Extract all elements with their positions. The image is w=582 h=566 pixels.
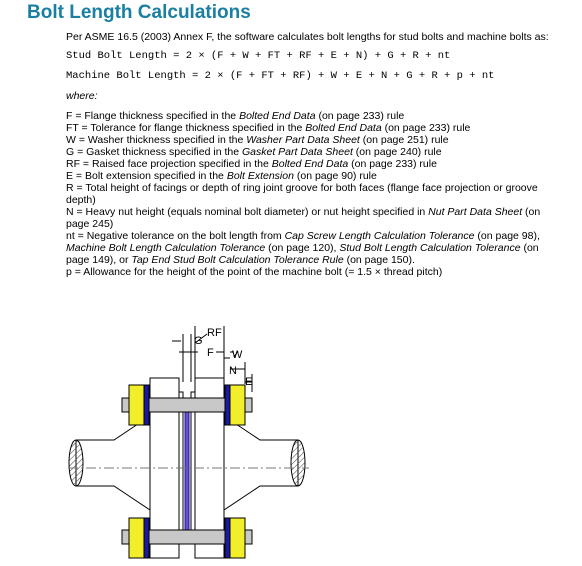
washer-left [144,518,149,558]
reference-link[interactable]: Nut Part Data Sheet [428,206,523,218]
left-pipe [69,416,150,510]
nut-left [129,385,144,425]
right-pipe [224,416,305,510]
reference-link[interactable]: Gasket Part Data Sheet [241,146,353,158]
definition-item: N = Heavy nut height (equals nominal bolt diameter) or nut height specified in Nut Part Data Sheet (on page 245) [66,206,541,230]
nut-right [230,518,245,558]
reference-link[interactable]: Machine Bolt Length Calculation Tolerance [66,242,266,254]
reference-link[interactable]: Bolted End Data [305,122,382,134]
definition-item: FT = Tolerance for flange thickness specified in the Bolted End Data (on page 233) rule [66,122,471,134]
definition-item: R = Total height of facings or depth of ring joint groove for both faces (flange face projection or groove depth) [66,182,538,206]
washer-right [225,518,230,558]
washer-left [144,385,149,425]
intro-text: Per ASME 16.5 (2003) Annex F, the software calculates bolt lengths for stud bolts and machine bolts as: [66,31,549,43]
label-n: N [229,365,237,377]
washer-right [225,385,230,425]
flange-bolt-diagram [66,322,311,564]
label-f: F [207,347,214,359]
reference-link[interactable]: Bolted End Data [271,158,349,170]
label-w: W [232,349,243,361]
nut-right [230,385,245,425]
label-e: E [245,376,253,388]
definition-item: W = Washer thickness specified in the Washer Part Data Sheet (on page 251) rule [66,134,449,146]
reference-link[interactable]: Tap End Stud Bolt Calculation Tolerance Rule [131,254,344,266]
where-label: where: [66,90,98,102]
stud-bolt-formula: Stud Bolt Length = 2 × (F + W + FT + RF + E + N) + G + R + nt [66,50,451,62]
nut-left [129,518,144,558]
nt-definition: nt = Negative tolerance on the bolt length from Cap Screw Length Calculation Tolerance (on page 98), Machine Bolt Length Calculation Tolerance (on page 120), Stud Bolt Length Calculation Tolerance (on page 149), or Tap End Stud Bolt Calculation Tolerance Rule (on page 150). [66,230,540,266]
definition-item: RF = Raised face projection specified in the Bolted End Data (on page 233) rule [66,158,437,170]
reference-link[interactable]: Stud Bolt Length Calculation Tolerance [339,242,521,254]
gasket [185,410,189,530]
content [66,31,562,278]
reference-link[interactable]: Cap Screw Length Calculation Tolerance [284,230,475,242]
reference-link[interactable]: Bolted End Data [239,110,316,122]
definition-item: E = Bolt extension specified in the Bolt Extension (on page 90) rule [66,170,377,182]
definition-list [66,110,562,278]
p-definition: p = Allowance for the height of the point of the machine bolt (= 1.5 × thread pitch) [66,266,443,278]
machine-bolt-formula: Machine Bolt Length = 2 × (F + FT + RF) + W + E + N + G + R + p + nt [66,70,495,82]
page-title: Bolt Length Calculations [27,2,251,23]
reference-link[interactable]: Bolt Extension [226,170,294,182]
definition-item: G = Gasket thickness specified in the Gasket Part Data Sheet (on page 240) rule [66,146,442,158]
label-g: G [194,335,203,347]
label-rf: RF [207,327,222,339]
definition-item: F = Flange thickness specified in the Bolted End Data (on page 233) rule [66,110,405,122]
reference-link[interactable]: Washer Part Data Sheet [246,134,360,146]
